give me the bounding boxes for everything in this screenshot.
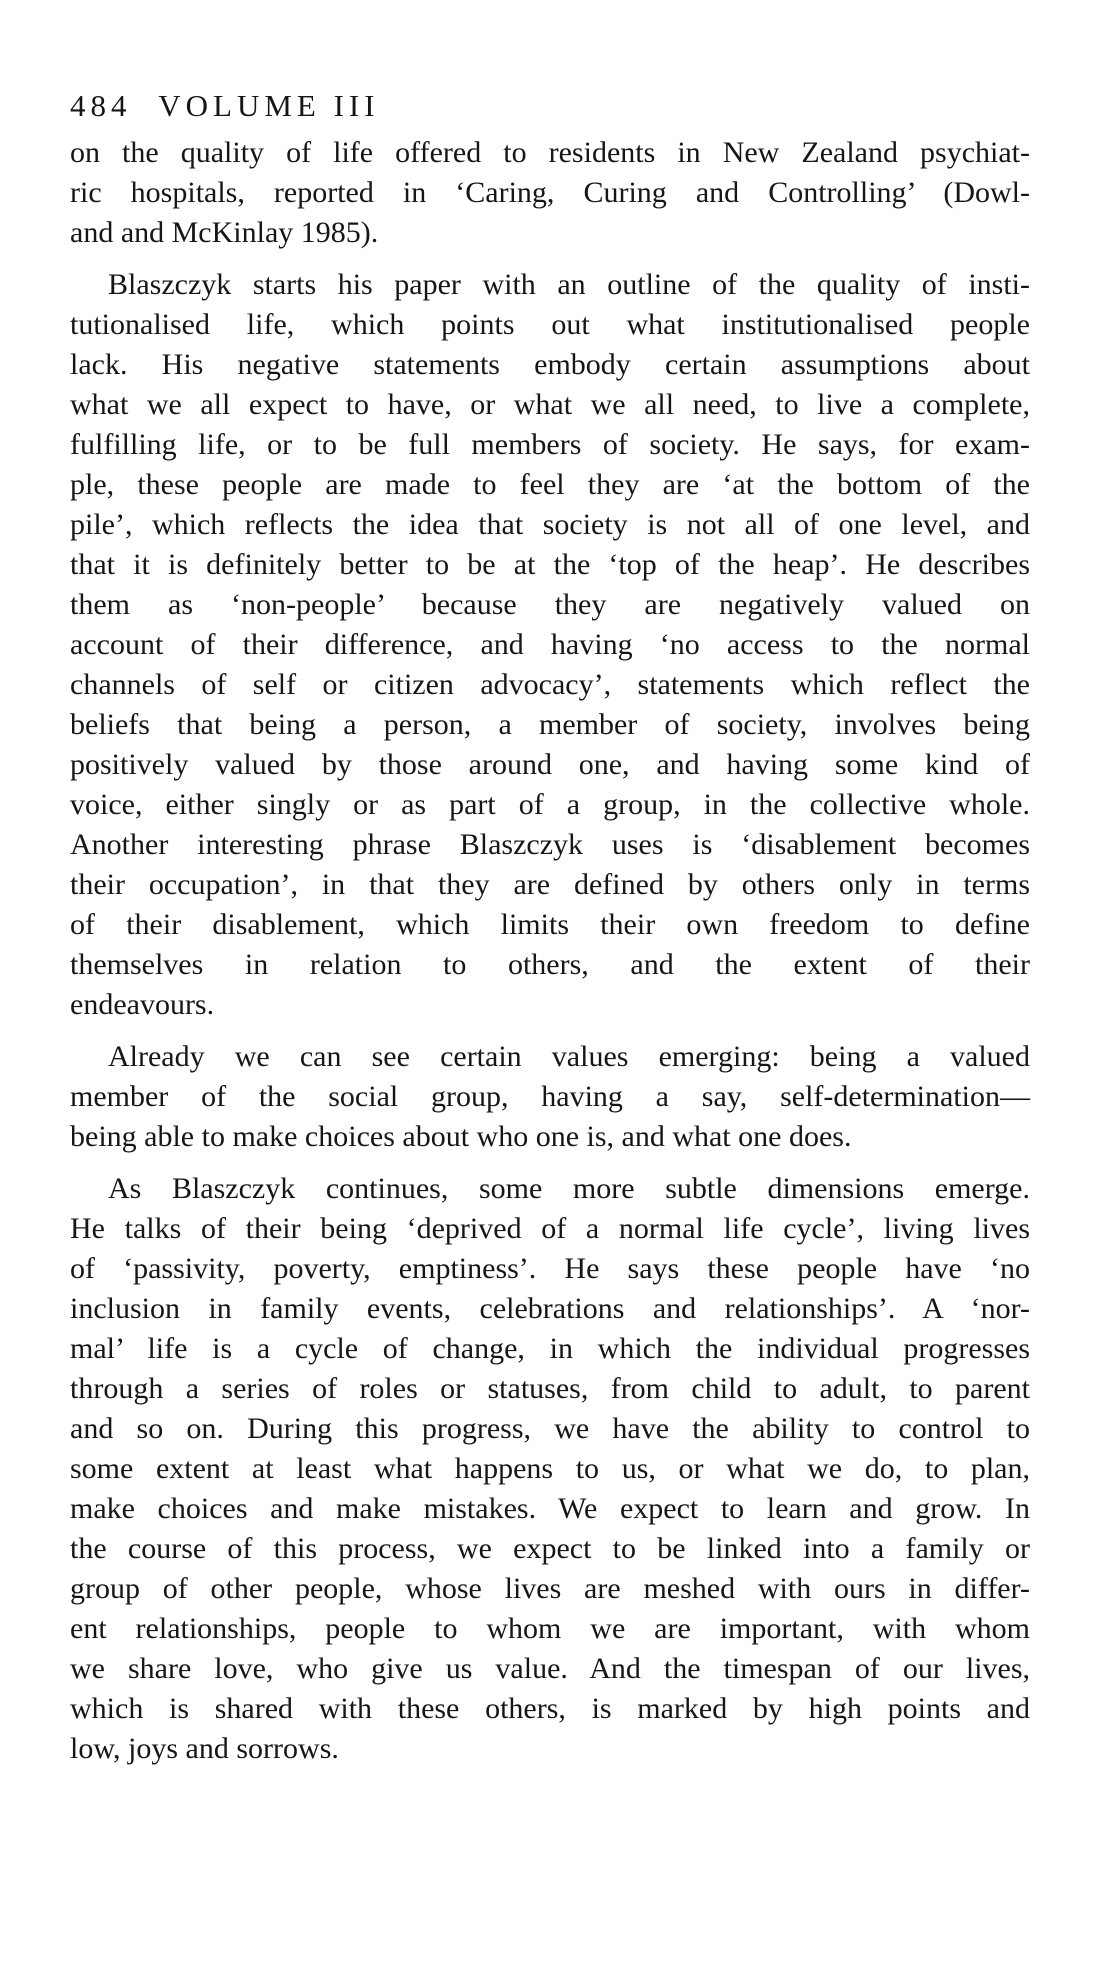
text-line: lack. His negative statements embody certain assumptions about (70, 348, 1030, 381)
text-line: themselves in relation to others, and the extent of their (70, 948, 1030, 981)
text-line: fulfilling life, or to be full members of society. He says, for exam- (70, 428, 1030, 461)
paragraph-4 (70, 1169, 1030, 1769)
running-head (70, 90, 1030, 121)
text-line: make choices and make mistakes. We expect to learn and grow. In (70, 1492, 1030, 1525)
text-line: He talks of their being ‘deprived of a normal life cycle’, living lives (70, 1212, 1030, 1245)
text-line: their occupation’, in that they are defined by others only in terms (70, 868, 1030, 901)
text-line: voice, either singly or as part of a group, in the collective whole. (70, 788, 1030, 821)
text-line: Another interesting phrase Blaszczyk uses is ‘disablement becomes (70, 828, 1030, 861)
paragraph-1 (70, 133, 1030, 253)
text-line: on the quality of life offered to residents in New Zealand psychiat- (70, 136, 1030, 169)
text-line: which is shared with these others, is marked by high points and (70, 1692, 1030, 1725)
text-line: tutionalised life, which points out what institutionalised people (70, 308, 1030, 341)
text-line: mal’ life is a cycle of change, in which the individual progresses (70, 1332, 1030, 1365)
page-number: 484 (70, 88, 132, 123)
text-line: and and McKinlay 1985). (70, 216, 379, 249)
text-line: Already we can see certain values emerging: being a valued (108, 1040, 1030, 1073)
text-line: and so on. During this progress, we have the ability to control to (70, 1412, 1030, 1445)
text-line: low, joys and sorrows. (70, 1732, 339, 1765)
text-line: Blaszczyk starts his paper with an outline of the quality of insti- (108, 268, 1030, 301)
text-line: of ‘passivity, poverty, emptiness’. He says these people have ‘no (70, 1252, 1030, 1285)
text-line: ent relationships, people to whom we are important, with whom (70, 1612, 1030, 1645)
text-line: that it is definitely better to be at the ‘top of the heap’. He describes (70, 548, 1030, 581)
text-line: the course of this process, we expect to be linked into a family or (70, 1532, 1030, 1565)
text-line: ple, these people are made to feel they are ‘at the bottom of the (70, 468, 1030, 501)
text-line: them as ‘non-people’ because they are negatively valued on (70, 588, 1030, 621)
text-line: group of other people, whose lives are meshed with ours in differ- (70, 1572, 1030, 1605)
text-line: of their disablement, which limits their own freedom to define (70, 908, 1030, 941)
text-line: beliefs that being a person, a member of society, involves being (70, 708, 1030, 741)
paragraph-2 (70, 265, 1030, 1025)
text-line: account of their difference, and having ‘no access to the normal (70, 628, 1030, 661)
text-line: being able to make choices about who one is, and what one does. (70, 1120, 852, 1153)
book-page (70, 90, 1030, 1769)
text-line: inclusion in family events, celebrations and relationships’. A ‘nor- (70, 1292, 1030, 1325)
text-line: member of the social group, having a say, self-determination— (70, 1080, 1030, 1113)
paragraph-3 (70, 1037, 1030, 1157)
text-line: ric hospitals, reported in ‘Caring, Curing and Controlling’ (Dowl- (70, 176, 1030, 209)
body-text (70, 133, 1030, 1769)
text-line: pile’, which reflects the idea that society is not all of one level, and (70, 508, 1030, 541)
text-line: channels of self or citizen advocacy’, statements which reflect the (70, 668, 1030, 701)
text-line: As Blaszczyk continues, some more subtle dimensions emerge. (108, 1172, 1030, 1205)
text-line: endeavours. (70, 988, 215, 1021)
text-line: positively valued by those around one, and having some kind of (70, 748, 1030, 781)
text-line: some extent at least what happens to us, or what we do, to plan, (70, 1452, 1030, 1485)
running-title: VOLUME III (158, 88, 380, 123)
text-line: what we all expect to have, or what we all need, to live a complete, (70, 388, 1030, 421)
text-line: we share love, who give us value. And the timespan of our lives, (70, 1652, 1030, 1685)
text-line: through a series of roles or statuses, from child to adult, to parent (70, 1372, 1030, 1405)
